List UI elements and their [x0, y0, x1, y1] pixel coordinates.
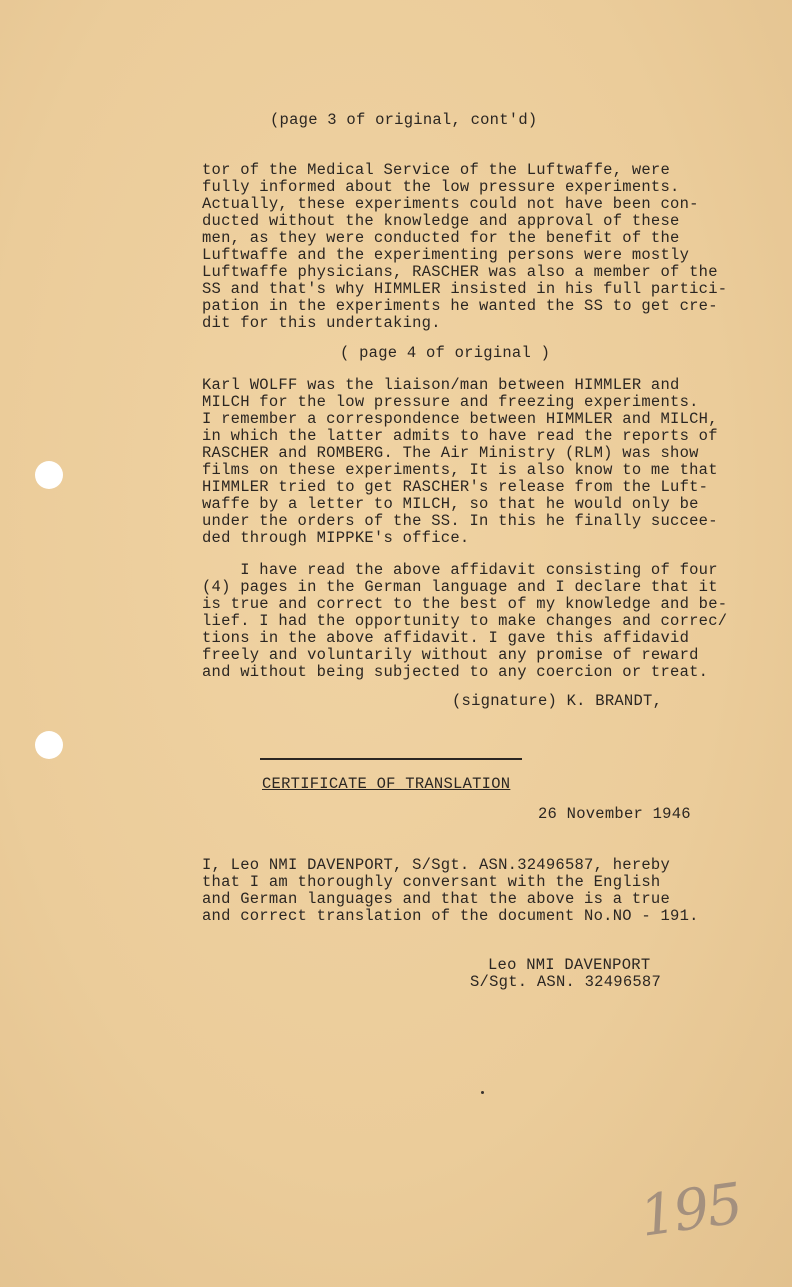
text-line: freely and voluntarily without any promise of reward [202, 646, 699, 664]
text-line: (4) pages in the German language and I declare that it [202, 578, 718, 596]
text-line: I have read the above affidavit consisting of four [202, 561, 718, 579]
text-line: SS and that's why HIMMLER insisted in his full partici- [202, 280, 728, 298]
text-line: ducted without the knowledge and approval of these [202, 212, 680, 230]
text-line: and correct translation of the document No.NO - 191. [202, 907, 699, 925]
text-line: in which the latter admits to have read the reports of [202, 427, 718, 445]
text-line: films on these experiments, It is also know to me that [202, 461, 718, 479]
translator-name: Leo NMI DAVENPORT [488, 956, 651, 974]
punch-hole [35, 461, 63, 489]
text-line: MILCH for the low pressure and freezing experiments. [202, 393, 699, 411]
text-line: tor of the Medical Service of the Luftwaffe, were [202, 161, 671, 179]
text-line: Actually, these experiments could not have been con- [202, 195, 699, 213]
text-line: fully informed about the low pressure experiments. [202, 178, 680, 196]
text-line: ded through MIPPKE's office. [202, 529, 470, 547]
text-line: is true and correct to the best of my knowledge and be- [202, 595, 728, 613]
text-line: Karl WOLFF was the liaison/man between HIMMLER and [202, 376, 680, 394]
text-line: I remember a correspondence between HIMMLER and MILCH, [202, 410, 718, 428]
punch-hole [35, 731, 63, 759]
text-line: HIMMLER tried to get RASCHER's release from the Luft- [202, 478, 709, 496]
text-line: tions in the above affidavit. I gave this affidavid [202, 629, 690, 647]
text-line: under the orders of the SS. In this he finally succee- [202, 512, 718, 530]
certificate-date: 26 November 1946 [538, 805, 691, 823]
translator-rank: S/Sgt. ASN. 32496587 [470, 973, 662, 991]
text-line: Luftwaffe physicians, RASCHER was also a member of the [202, 263, 718, 281]
text-line: I, Leo NMI DAVENPORT, S/Sgt. ASN.32496587, hereby [202, 856, 671, 874]
certificate-title: CERTIFICATE OF TRANSLATION [262, 775, 511, 793]
ink-dot [481, 1091, 484, 1094]
page-subheader: ( page 4 of original ) [340, 344, 551, 362]
divider-rule [260, 758, 522, 760]
text-line: lief. I had the opportunity to make changes and correc/ [202, 612, 728, 630]
signature-line: (signature) K. BRANDT, [452, 692, 663, 710]
text-line: that I am thoroughly conversant with the English [202, 873, 661, 891]
text-line: and without being subjected to any coercion or treat. [202, 663, 709, 681]
page-header: (page 3 of original, cont'd) [270, 111, 538, 129]
text-line: dit for this undertaking. [202, 314, 441, 332]
text-line: pation in the experiments he wanted the SS to get cre- [202, 297, 718, 315]
text-line: RASCHER and ROMBERG. The Air Ministry (RLM) was show [202, 444, 699, 462]
text-line: Luftwaffe and the experimenting persons were mostly [202, 246, 690, 264]
text-line: men, as they were conducted for the benefit of the [202, 229, 680, 247]
handwritten-page-number: 195 [635, 1171, 745, 1250]
text-line: waffe by a letter to MILCH, so that he would only be [202, 495, 699, 513]
text-line: and German languages and that the above is a true [202, 890, 671, 908]
